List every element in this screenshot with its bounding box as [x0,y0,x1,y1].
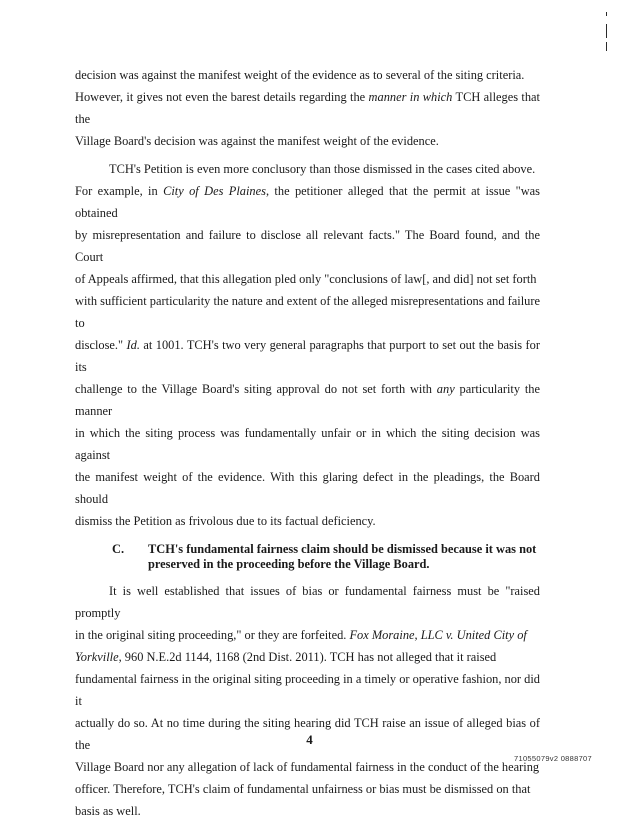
paragraph-petition-conclusory: TCH's Petition is even more conclusory than those dismissed in the cases cited above. For example, in City of Des Plaines, the petitioner alleged that the permit at issue "was obtained by misrepresentation and failure to disclose all relevant facts." The Board found, and the Court of Appeals affirmed, that this allegation pled only "conclusions of law[, and did] not set forth with sufficient particularity the nature and extent of the alleged misrepresentations and failure to disclose." Id. at 1001. TCH's two very general paragraphs that purport to set out the basis for its challenge to the Village Board's siting approval do not set forth with any particularity the manner in which the siting process was fundamentally unfair or in which the siting decision was against the manifest weight of the evidence. With this glaring defect in the pleadings, the Board should dismiss the Petition as frivolous due to its factual deficiency. [75,162,541,528]
section-letter: C. [112,542,125,556]
document-id: 71055079v2 0888707 [514,754,592,763]
page-number: 4 [306,732,313,747]
paragraph-fundamental-fairness: It is well established that issues of bias or fundamental fairness must be "raised promptly in the original siting proceeding," or they are forfeited. Fox Moraine, LLC v. United City of Yorkville, 960 N.E.2d 1144, 1168 (2nd Dist. 2011). TCH has not alleged that it raised fundamental fairness in the original siting proceeding in a timely or operative fashion, nor did it actually do so. At no time during the siting hearing did TCH raise an issue of alleged bias of the Village Board nor any allegation of lack of fundamental fairness in the conduct of the hearing officer. Therefore, TCH's claim of fundamental unfairness or bias must be dismissed on that basis as well. [75,584,540,818]
emphasis-any: any [436,382,455,396]
paragraph-continued [75,64,540,152]
text-line: Village Board's decision was against the manifest weight of the evidence. [75,134,439,148]
section-heading-c [75,542,540,572]
margin-marks [606,12,608,52]
section-title-line: preserved in the proceeding before the Village Board. [148,557,430,571]
case-name-yorkville: Yorkville [75,650,119,664]
text-line: However, it gives not even the barest details regarding the manner in which TCH alleges that the [75,90,540,126]
body-text [75,64,540,822]
emphasis-manner: manner in which [368,90,453,104]
case-name-fox-moraine: Fox Moraine, LLC v. United City of [349,628,527,642]
section-title-line: TCH's fundamental fairness claim should be dismissed because it was not [148,542,537,556]
citation-id: Id. [126,338,140,352]
text-line: decision was against the manifest weight of the evidence as to several of the siting criteria. [75,68,525,82]
case-name-des-plaines: City of Des Plaines [163,184,266,198]
